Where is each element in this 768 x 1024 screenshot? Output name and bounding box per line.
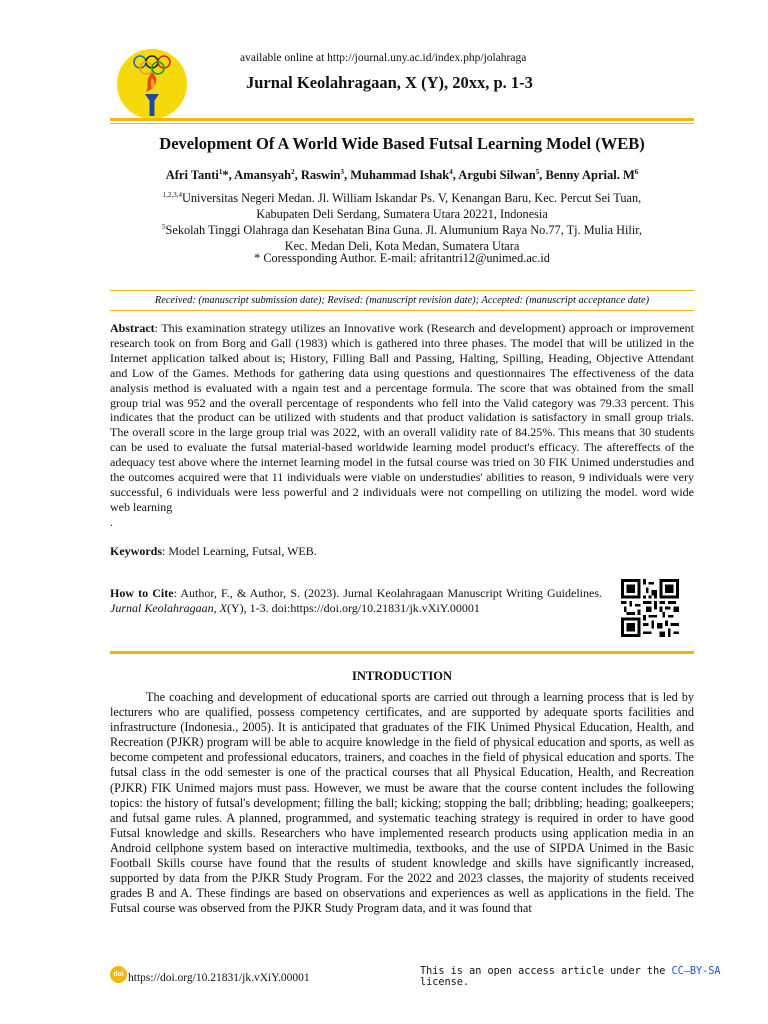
keywords-label: Keywords [110,544,162,558]
howto-text: : Author, F., & Author, S. (2023). Jurnal Keolahragaan Manuscript Writing Guidelines. [173,586,602,600]
dates-divider-top [110,290,694,291]
affiliation-sup: 5 [162,223,166,231]
introduction-heading: INTRODUCTION [351,669,452,683]
manuscript-dates: Received: (manuscript submission date); Revised: (manuscript revision date); Accepted: (manuscript acceptance date) [154,295,650,306]
author-name: Benny Aprial. M [545,168,635,183]
dates-divider-bottom [110,310,694,311]
author-sup: 3 [340,168,344,176]
abstract-trailing: . [110,514,113,529]
license-prefix: This is an open access article under the [420,966,672,977]
affiliation-line: Universitas Negeri Medan. Jl. William Iskandar Ps. V, Kenangan Baru, Kec. Percut Sei Tuan, [182,191,642,206]
header-divider [110,118,694,121]
affiliation-line: Kec. Medan Deli, Kota Medan, Sumatera Utara [284,238,520,253]
author-suffix: , [539,168,546,183]
author-name: Raswin [300,168,341,183]
how-to-cite [110,586,602,616]
keywords-text: : Model Learning, Futsal, WEB. [162,544,317,558]
author-sup: 2 [291,168,295,176]
author-name: Argubi Silwan [458,168,536,183]
author-sup: 4 [449,168,453,176]
qr-code-icon [620,579,680,637]
license-suffix: license. [420,977,470,988]
author-name: Muhammad Ishak [350,168,450,183]
doi-link[interactable]: https://doi.org/10.21831/jk.vXiY.00001 [128,972,310,984]
header-divider-thin [110,123,694,124]
corresponding-author: * Coressponding Author. E-mail: afritantri12@unimed.ac.id [254,251,550,265]
affiliation-line: Kabupaten Deli Serdang, Sumatera Utara 20221, Indonesia [256,206,548,221]
howto-label: How to Cite [110,586,174,600]
abstract-text: : This examination strategy utilizes an Innovative work (Research and development) approach or improvement research took on from Borg and Gall (1983) which is gathered into three phases. The model that will be utilized in the Internet application talked about is; History, Filling Ball and Passing, Halting, Spilling, Heading, Objective Attendant and Low of the Games. Methods for gathering data using questions and questionnaires The effectiveness of the data analysis method is evaluated with a ngain test and a percentage formula. The score that was obtained from the small group trial was 952 and the overall percentage of respondents who fell into the Valid category was 79.33 percent. This indicates that the product can be utilized with students and that product validation is satisfactory in small group trials. The overall score in the large group trial was 2022, with an overall validity rate of 84.25%. This means that 30 students can be used to evaluate the futsal material-based worldwide learning model product's efficacy. The aftereffects of the adequacy test above where the internet learning model in the futsal course was tried on 30 FIK Unimed understudies and the outcomes acquired were that 11 individuals were viable on understudies' abilities to reason, 9 individuals were very successful, 6 individuals were less powerful and 2 individuals were not compelling on utilizing the model. word wide web learning [110,321,694,514]
license-notice [420,966,768,988]
doi-icon: doi [110,966,127,983]
torch-olympic-rings-logo-icon [116,48,188,120]
author-suffix: , [343,168,351,183]
author-sup: 1 [218,168,223,176]
affiliation-sup: 1,2,3,4 [162,191,183,199]
keywords [110,544,317,559]
journal-citation: Jurnal Keolahragaan, X (Y), 20xx, p. 1-3 [246,73,533,92]
howto-doi: (Y), 1-3. doi:https://doi.org/10.21831/jk.vXiY.00001 [227,600,480,615]
author-name: Afri Tanti [165,168,219,183]
affiliation-line: Sekolah Tinggi Olahraga dan Kesehatan Bina Guna. Jl. Alumunium Raya No.77, Tj. Mulia Hilir, [165,223,642,238]
affiliation-1 [110,188,694,222]
author-sup: 5 [535,168,540,176]
author-suffix: *, [222,168,235,183]
author-suffix: , [452,168,459,183]
author-sup: 6 [634,168,639,176]
section-divider [110,651,694,654]
author-list [110,168,694,183]
author-name: Amansyah [234,168,292,183]
author-suffix: , [294,168,301,183]
available-online-text: available online at http://journal.uny.ac.id/index.php/jolahraga [240,52,527,64]
affiliation-2 [110,220,694,254]
howto-journal: Jurnal Keolahragaan, X [110,600,227,615]
license-link[interactable]: CC–BY-SA [671,966,721,977]
abstract-label: Abstract [110,321,155,335]
abstract [110,321,694,530]
introduction-paragraph: The coaching and development of educational sports are carried out through a learning process that is led by lecturers who are qualified, possess competency certificates, and are supported by adequate sports facilities and infrastructure (Indonesia., 2005). It is anticipated that graduates of the FIK Unimed Physical Education, Health, and Recreation (PJKR) program will be able to acquire knowledge in the field of physical education and sports, as well as become competent and professional educators, trainers, and coaches in the field of physical education and sports. The futsal class in the odd semester is one of the practical courses that all Physical Education, Health, and Recreation (PJKR) FIK Unimed majors must pass. However, we must be aware that the course content includes the following topics: the history of futsal's development; filling the ball; kicking; stopping the ball; dribbling; heading; goalkeepers; and futsal game rules. A planned, programmed, and systematic teaching strategy is required in order to have good Futsal knowledge and skills. Researchers who have implemented research products using application media in an Android cellphone system based on interactive multimedia, textbooks, and the use of SIPDA Unimed in the Basic Football Skills course have found that the results of student knowledge and skills have significantly increased, supported by data from the PJKR Study Program. For the 2022 and 2023 classes, the majority of students received grades B and A. These findings are based on observations and experiences as well as applications in the field. The Futsal course was observed from the PJKR Study Program data, and it was found that [110,690,694,916]
article-title: Development Of A World Wide Based Futsal Learning Model (WEB) [159,134,645,153]
